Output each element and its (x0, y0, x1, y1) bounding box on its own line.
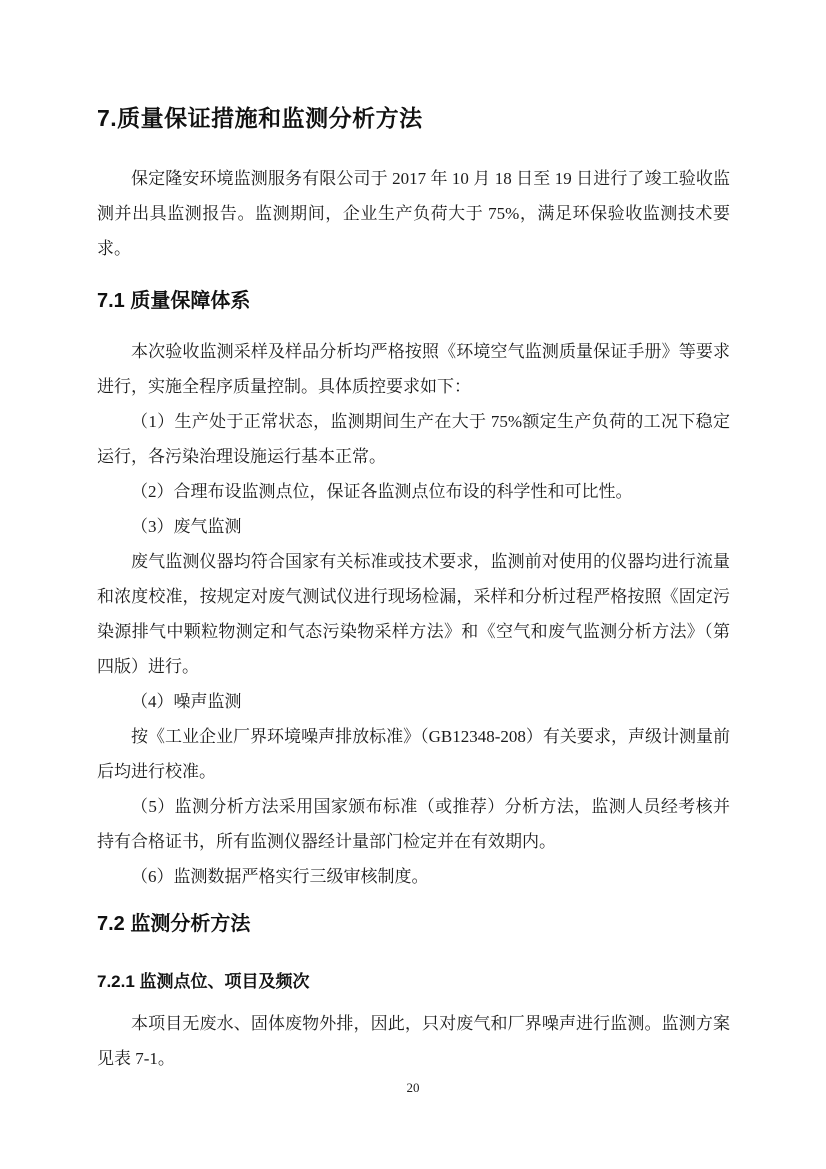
qc-item-2: （2）合理布设监测点位，保证各监测点位布设的科学性和可比性。 (131, 482, 633, 501)
qc-item-5: （5）监测分析方法采用国家颁布标准（或推荐）分析方法，监测人员经考核并持有合格证书，所有监测仪器经计量部门检定并在有效期内。 (97, 797, 730, 851)
section-7-1-heading: 7.1 质量保障体系 (97, 290, 251, 312)
qc-item-3-detail: 废气监测仪器均符合国家有关标准或技术要求，监测前对使用的仪器均进行流量和浓度校准，按规定对废气测试仪进行现场检漏，采样和分析过程严格按照《固定污染源排气中颗粒物测定和气态污染物采样方法》和《空气和废气监测分析方法》（第四版）进行。 (97, 552, 730, 676)
qc-item-6: （6）监测数据严格实行三级审核制度。 (131, 867, 429, 886)
qc-item-4: （4）噪声监测 (131, 692, 242, 711)
section-7-2-1-paragraph: 本项目无废水、固体废物外排，因此，只对废气和厂界噪声进行监测。监测方案见表 7-1。 (97, 1014, 730, 1068)
section-7-2-heading: 7.2 监测分析方法 (97, 913, 251, 935)
section-7-1-paragraph: 本次验收监测采样及样品分析均严格按照《环境空气监测质量保证手册》等要求进行，实施全程序质量控制。具体质控要求如下： (97, 342, 730, 396)
qc-item-3: （3）废气监测 (131, 517, 242, 536)
qc-item-1: （1）生产处于正常状态，监测期间生产在大于 75%额定生产负荷的工况下稳定运行，各污染治理设施运行基本正常。 (97, 412, 730, 466)
page-number: 20 (406, 1080, 420, 1095)
chapter-intro-paragraph: 保定隆安环境监测服务有限公司于 2017 年 10 月 18 日至 19 日进行了竣工验收监测并出具监测报告。监测期间，企业生产负荷大于 75%，满足环保验收监测技术要求。 (97, 169, 730, 258)
section-7-2-1-heading: 7.2.1 监测点位、项目及频次 (97, 972, 310, 991)
chapter-7-heading: 7.质量保证措施和监测分析方法 (97, 105, 423, 131)
qc-item-4-detail: 按《工业企业厂界环境噪声排放标准》（GB12348-208）有关要求，声级计测量前后均进行校准。 (97, 727, 730, 781)
